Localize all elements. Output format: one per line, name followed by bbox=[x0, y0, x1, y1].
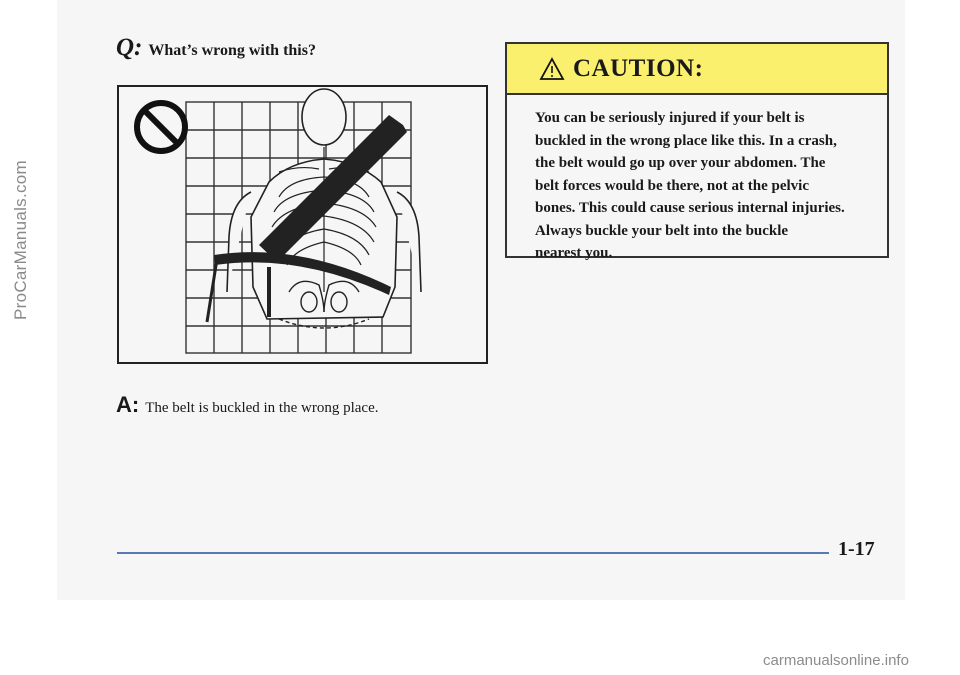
belt-latch bbox=[207, 259, 217, 322]
caution-line: buckled in the wrong place like this. In a crash, bbox=[535, 132, 837, 149]
answer bbox=[116, 392, 378, 418]
answer-mark: A: bbox=[116, 392, 140, 417]
seatbelt-illustration bbox=[117, 85, 488, 364]
caution-header bbox=[507, 44, 887, 95]
skeleton-belt-drawing bbox=[119, 87, 486, 362]
caution-line: Always buckle your belt into the buckle bbox=[535, 222, 789, 239]
buckle-stalk bbox=[267, 267, 271, 317]
footer-rule bbox=[117, 552, 829, 554]
caution-body bbox=[507, 95, 887, 265]
side-watermark bbox=[8, 40, 34, 440]
warning-triangle-icon bbox=[539, 57, 565, 81]
caution-line: the belt would go up over your abdomen. The bbox=[535, 155, 826, 171]
answer-text: The belt is buckled in the wrong place. bbox=[145, 400, 379, 416]
question-text: What’s wrong with this? bbox=[148, 42, 316, 59]
caution-title: CAUTION: bbox=[573, 54, 704, 82]
caution-box bbox=[505, 42, 889, 261]
side-watermark-text: ProCarManuals.com bbox=[11, 159, 30, 321]
bottom-watermark: carmanualsonline.info bbox=[763, 652, 909, 669]
question bbox=[116, 34, 316, 62]
prohibition-icon bbox=[137, 103, 185, 151]
caution-line: belt forces would be there, not at the pelvic bbox=[535, 177, 809, 194]
caution-line: You can be seriously injured if your belt is bbox=[535, 110, 805, 126]
caution-line: bones. This could cause serious internal injuries. bbox=[535, 200, 845, 216]
page-number: 1-17 bbox=[838, 538, 875, 560]
caution-line: nearest you. bbox=[535, 245, 613, 261]
question-mark: Q: bbox=[116, 34, 143, 61]
